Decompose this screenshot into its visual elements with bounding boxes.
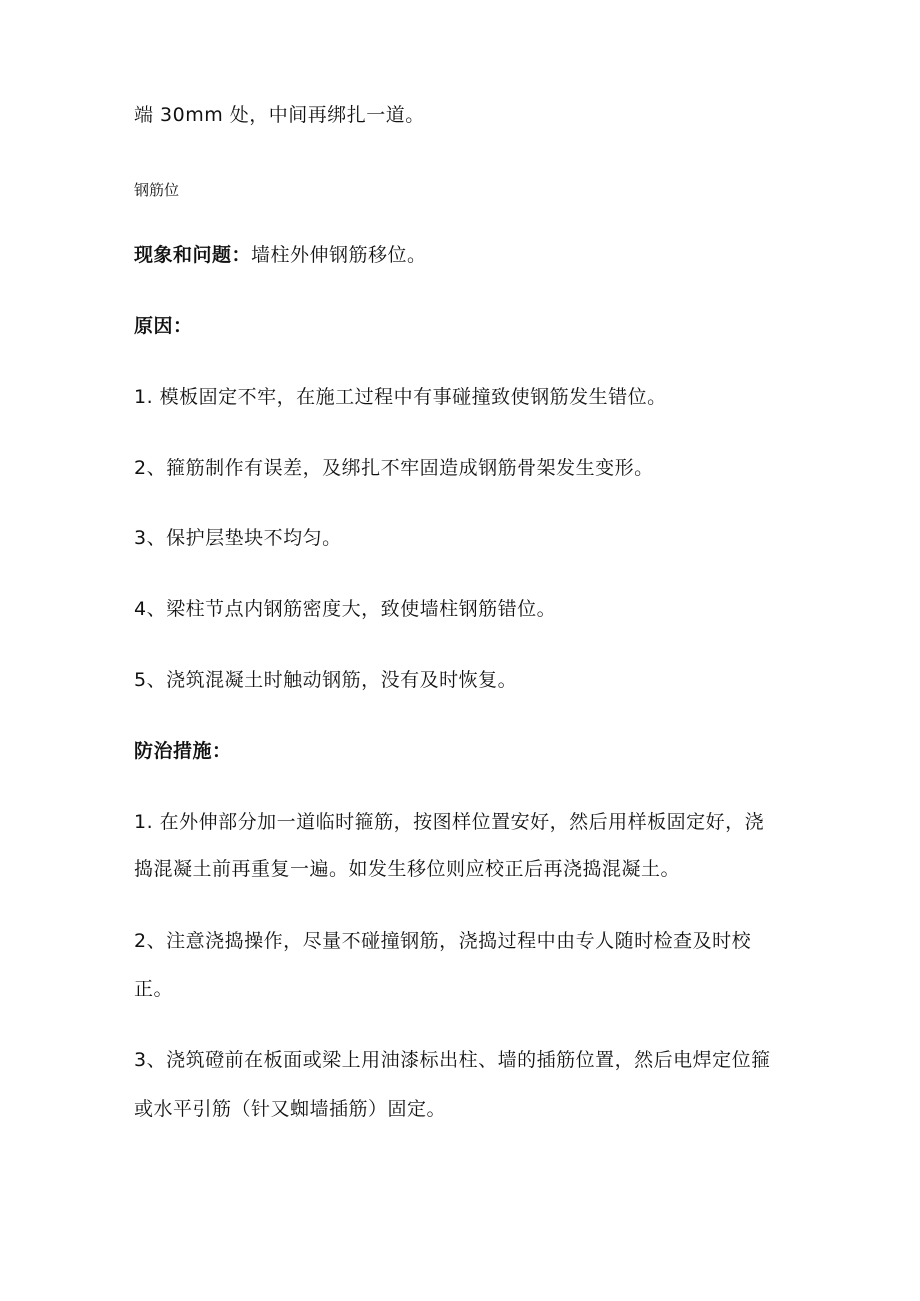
measure-item-line: 正。	[134, 978, 174, 1000]
phenomenon-paragraph	[134, 243, 427, 267]
phenomenon-label: 现象和问题：	[134, 244, 252, 266]
phenomenon-text: 墙柱外伸钢筋移位。	[251, 244, 427, 266]
measure-item-line: 2、注意浇捣操作，尽量不碰撞钢筋，浇捣过程中由专人随时检查及时校	[134, 930, 752, 952]
measure-item-line: 捣混凝土前再重复一遍。如发生移位则应校正后再浇捣混凝土。	[134, 858, 681, 880]
intro-line: 端 30mm 处，中间再绑扎一道。	[134, 104, 425, 126]
cause-item: 4、梁柱节点内钢筋密度大，致使墙柱钢筋错位。	[134, 598, 557, 620]
measure-item-line: 或水平引筋（针又蜘墙插筋）固定。	[134, 1098, 447, 1120]
section-heading: 钢筋位	[134, 181, 180, 199]
measure-item-line: 1. 在外伸部分加一道临时箍筋，按图样位置安好，然后用样板固定好，浇	[134, 811, 765, 833]
cause-item: 1. 模板固定不牢，在施工过程中有事碰撞致使钢筋发生错位。	[134, 386, 667, 408]
cause-item: 5、浇筑混凝土时触动钢筋，没有及时恢复。	[134, 669, 518, 691]
cause-item: 3、保护层垫块不均匀。	[134, 527, 342, 549]
measures-label: 防治措施：	[134, 740, 232, 762]
measure-item-line: 3、浇筑磴前在板面或梁上用油漆标出柱、墙的插筋位置，然后电焊定位箍	[134, 1049, 771, 1071]
causes-label: 原因：	[134, 315, 193, 337]
cause-item: 2、箍筋制作有误差，及绑扎不牢固造成钢筋骨架发生变形。	[134, 457, 654, 479]
